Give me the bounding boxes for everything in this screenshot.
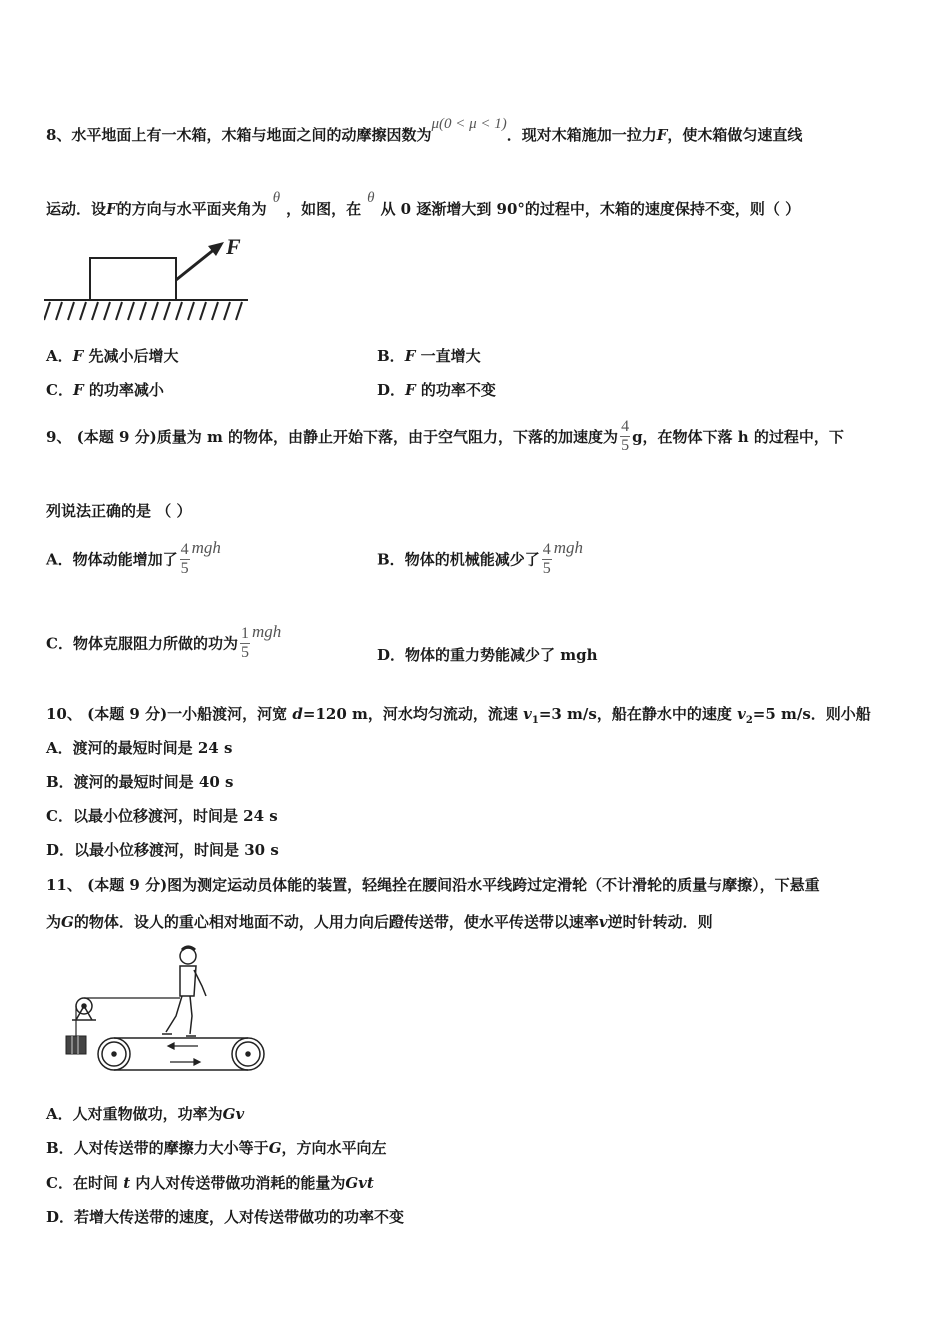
mu-expression: μ(0 < μ < 1) bbox=[431, 116, 507, 132]
q8-option-d[interactable]: D．F 的功率不变 bbox=[377, 381, 496, 399]
q11-option-b[interactable]: B．人对传送带的摩擦力大小等于G，方向水平向左 bbox=[46, 1139, 387, 1157]
q11-stem-line2: 为G的物体．设人的重心相对地面不动，人用力向后蹬传送带，使水平传送带以速率v逆时针转动．则 bbox=[46, 913, 713, 931]
force-arrow bbox=[176, 248, 216, 280]
q8-option-b[interactable]: B．F 一直增大 bbox=[377, 347, 481, 365]
box-force-figure bbox=[44, 232, 250, 324]
fraction: $\frac{4}{5}$ bbox=[180, 540, 189, 577]
q8-stem-line2: 运动．设F的方向与水平面夹角为θ，如图，在θ从 0 逐渐增大到 90°的过程中，木箱的速度保持不变，则（ ） bbox=[46, 190, 801, 218]
q9-option-c[interactable]: C．物体克服阻力所做的功为 $\frac{1}{5}$ mgh bbox=[46, 622, 282, 661]
q9-stem-line1: 9、 (本题 9 分)质量为 m 的物体，由静止开始下落，由于空气阻力，下落的加速度为 $\frac{4}{5}$ g，在物体下落 h 的过程中，下 bbox=[46, 418, 844, 454]
q10-option-c[interactable]: C．以最小位移渡河，时间是 24 s bbox=[46, 807, 278, 825]
q8-stem-line1: 8、水平地面上有一木箱，木箱与地面之间的动摩擦因数为μ(0 < μ < 1)．现对木箱施加一拉力F，使木箱做匀速直线 bbox=[46, 116, 803, 144]
q9-option-a[interactable]: A．物体动能增加了 $\frac{4}{5}$ mgh bbox=[46, 538, 221, 577]
hanging-weight bbox=[66, 1036, 86, 1054]
q11-stem-line1: 11、 (本题 9 分)图为测定运动员体能的装置，轻绳拴在腰间沿水平线跨过定滑轮（不计滑轮的质量与摩擦），下悬重 bbox=[46, 876, 820, 894]
q10-option-a[interactable]: A．渡河的最短时间是 24 s bbox=[46, 739, 233, 757]
fraction: $\frac{4}{5}$ bbox=[542, 540, 551, 577]
q9-stem-line2: 列说法正确的是 （ ） bbox=[46, 502, 192, 520]
force-label: F bbox=[226, 234, 241, 259]
treadmill-figure bbox=[62, 944, 274, 1082]
wooden-box bbox=[90, 258, 176, 300]
q10-stem: 10、 (本题 9 分)一小船渡河，河宽 d=120 m，河水均匀流动，流速 $v_1=3$ m/s，船在静水中的速度 $v_2=5$ m/s．则小船 bbox=[46, 705, 871, 726]
belt-direction-arrows bbox=[168, 1043, 200, 1065]
q8-option-c[interactable]: C．F 的功率减小 bbox=[46, 381, 164, 399]
q10-option-b[interactable]: B．渡河的最短时间是 40 s bbox=[46, 773, 234, 791]
accel-fraction: $\frac{4}{5}$ bbox=[621, 418, 630, 454]
q10-option-d[interactable]: D．以最小位移渡河，时间是 30 s bbox=[46, 841, 279, 859]
q11-option-c[interactable]: C．在时间 t 内人对传送带做功消耗的能量为Gvt bbox=[46, 1174, 374, 1192]
fraction: $\frac{1}{5}$ bbox=[240, 624, 249, 661]
q11-option-d[interactable]: D．若增大传送带的速度，人对传送带做功的功率不变 bbox=[46, 1208, 405, 1226]
theta-symbol: θ bbox=[367, 190, 375, 206]
conveyor-belt bbox=[98, 1038, 264, 1070]
ground-hatching bbox=[44, 302, 242, 320]
runner-figure bbox=[162, 947, 206, 1036]
theta-symbol: θ bbox=[272, 190, 281, 206]
q8-option-a[interactable]: A．F 先减小后增大 bbox=[46, 347, 179, 365]
q9-option-b[interactable]: B．物体的机械能减少了 $\frac{4}{5}$ mgh bbox=[377, 538, 583, 577]
q11-option-a[interactable]: A．人对重物做功，功率为Gv bbox=[46, 1105, 245, 1123]
q9-option-d[interactable]: D．物体的重力势能减少了 mgh bbox=[377, 646, 598, 664]
